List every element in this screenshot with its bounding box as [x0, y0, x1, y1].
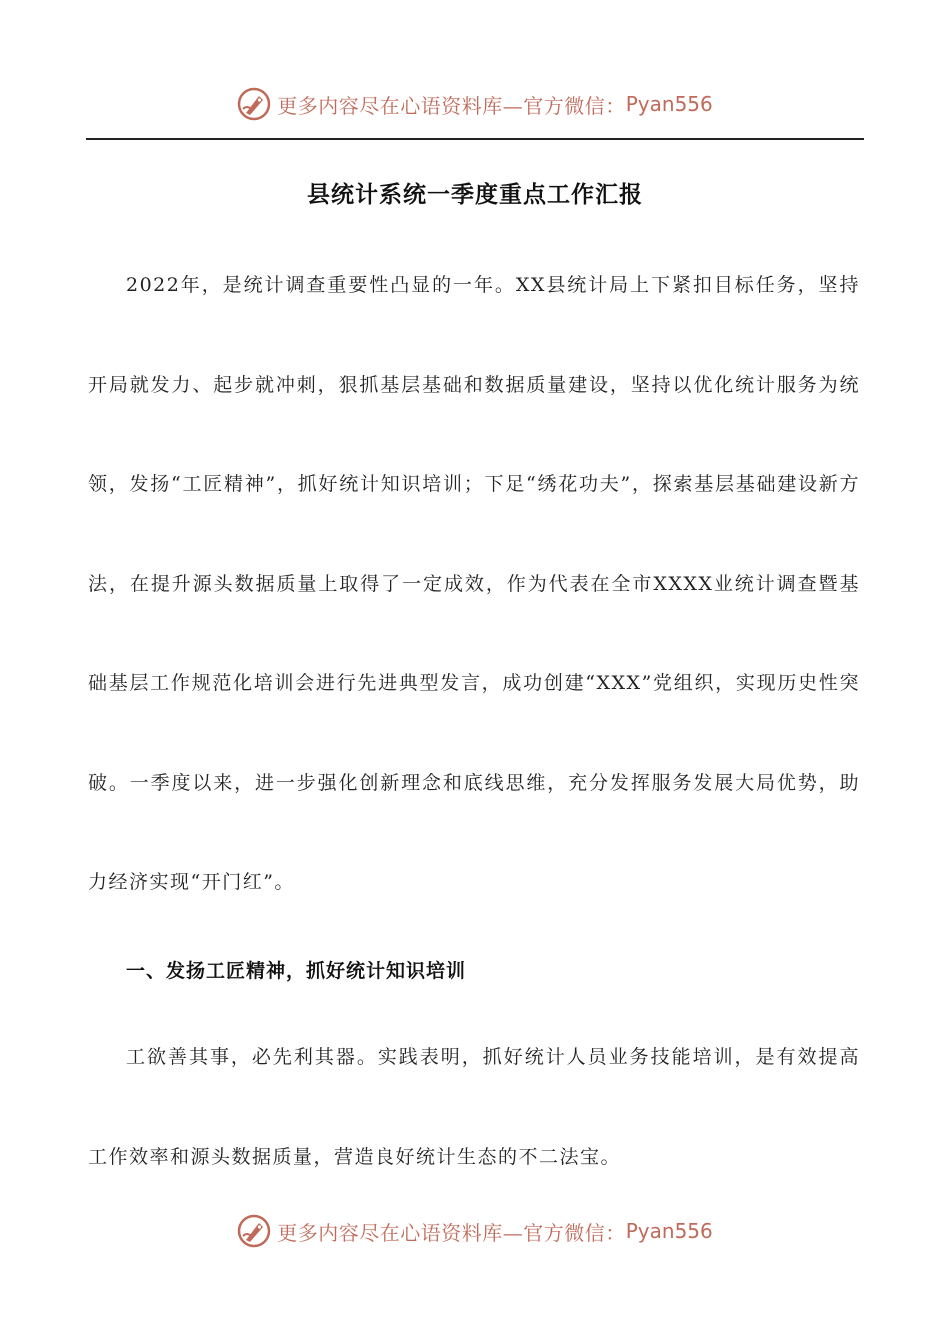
- section-heading-1: 一、发扬工匠精神，抓好统计知识培训: [126, 960, 467, 982]
- header-divider: [86, 138, 864, 140]
- document-title: 县统计系统一季度重点工作汇报: [307, 182, 643, 208]
- body-paragraph-2: 工欲善其事，必先利其器。实践表明，抓好统计人员业务技能培训，是有效提高工作效率和源头数据质量，营造良好统计生态的不二法宝。: [88, 1046, 860, 1168]
- footer-banner-text: 更多内容尽在心语资料库—官方微信：: [277, 1220, 626, 1245]
- body-paragraph-1: 2022年，是统计调查重要性凸显的一年。XX县统计局上下紧扣目标任务，坚持开局就发力、起步就冲刺，狠抓基层基础和数据质量建设，坚持以优化统计服务为统领，发扬“工匠精神”，抓好统计知识培训；下足“绣花功夫”，探索基层基础建设新方法，在提升源头数据质量上取得了一定成效，作为代表在全市XXXX业统计调查暨基础基层工作规范化培训会进行先进典型发言，成功创建“XXX”党组织，实现历史性突破。一季度以来，进一步强化创新理念和底线思维，充分发挥服务发展大局优势，助力经济实现“开门红”。: [88, 274, 860, 893]
- header-banner-handle: Pyan556: [625, 92, 713, 116]
- header-banner-text: 更多内容尽在心语资料库—官方微信：: [277, 93, 626, 118]
- footer-banner: [0, 1211, 950, 1251]
- pen-nib-logo-icon: [237, 87, 271, 121]
- header-banner: [0, 84, 950, 124]
- footer-banner-handle: Pyan556: [625, 1219, 713, 1243]
- pen-nib-logo-icon: [237, 1214, 271, 1248]
